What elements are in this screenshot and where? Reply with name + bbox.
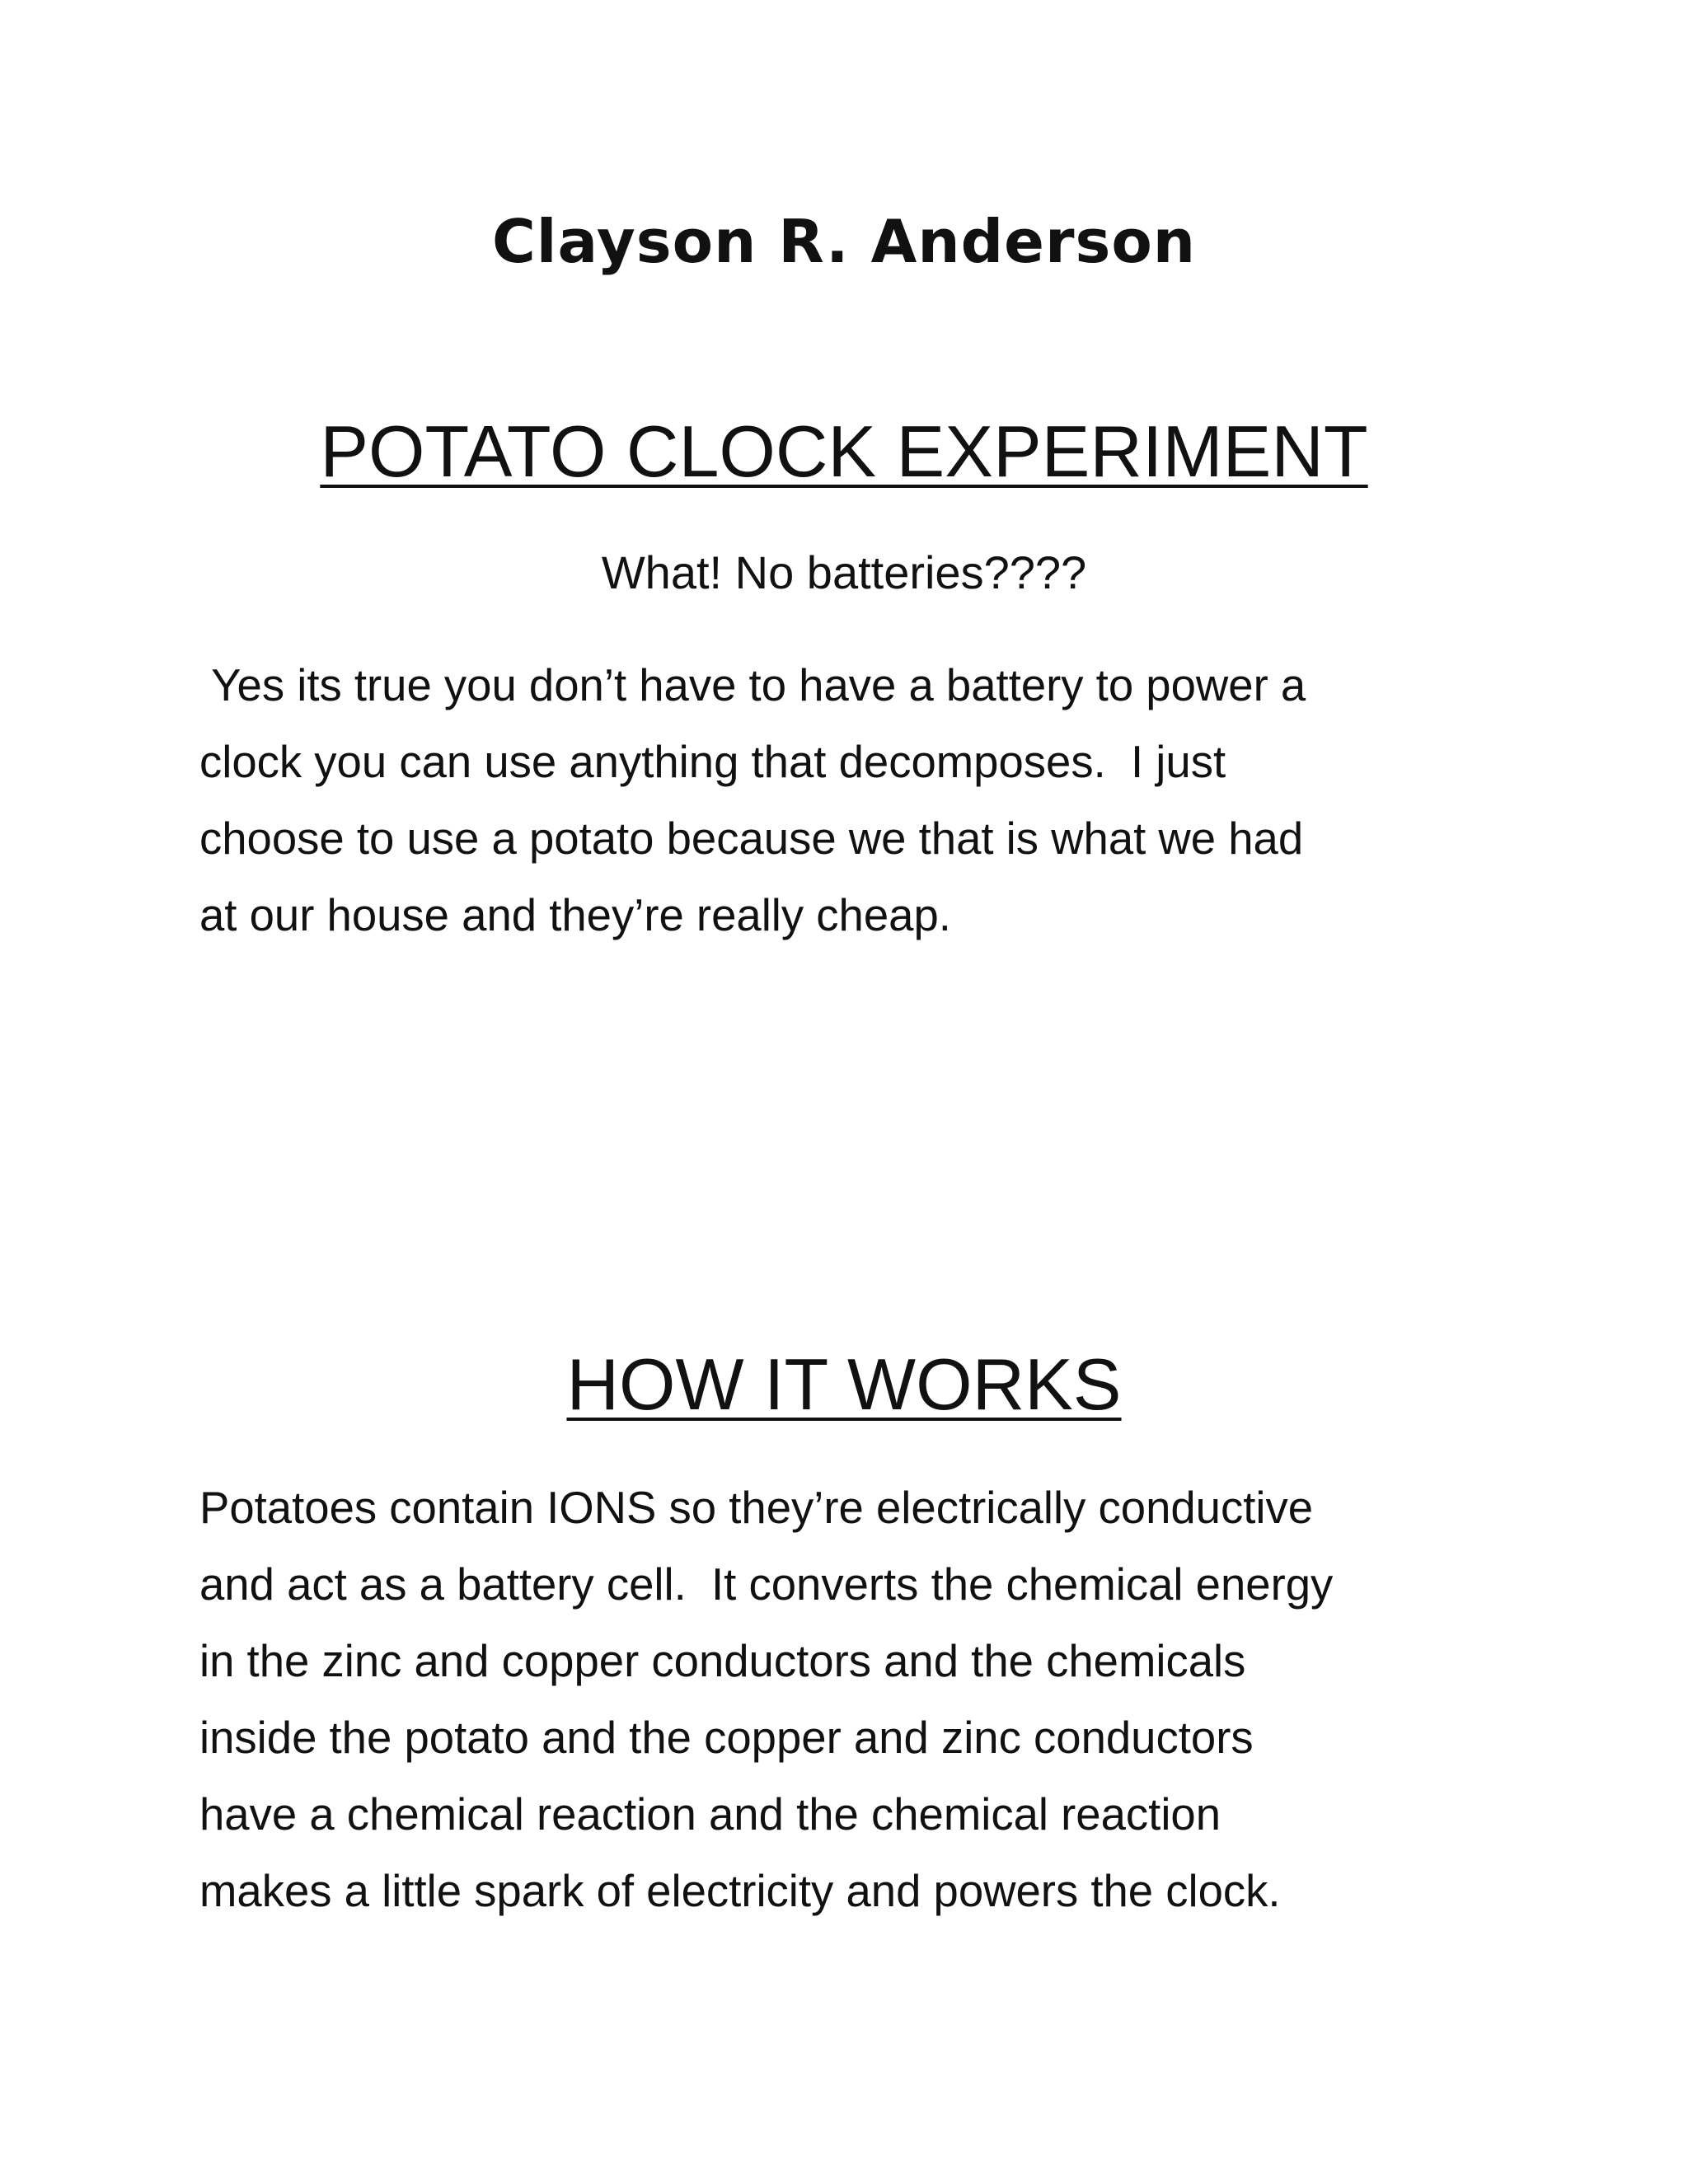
- intro-line: clock you can use anything that decomposes. I just: [199, 737, 1226, 787]
- intro-line: Yes its true you don’t have to have a battery to power a: [199, 660, 1306, 710]
- tagline: What! No batteries????: [601, 546, 1087, 598]
- explanation-line: in the zinc and copper conductors and the chemicals: [199, 1636, 1246, 1686]
- section-title: [0, 1343, 1688, 1426]
- page-title-text: POTATO CLOCK EXPERIMENT: [320, 410, 1368, 492]
- intro-line: at our house and they’re really cheap.: [199, 890, 951, 940]
- page-title: [0, 410, 1688, 493]
- intro-paragraph: [199, 647, 1502, 954]
- explanation-line: inside the potato and the copper and zinc conductors: [199, 1713, 1254, 1763]
- explanation-line: Potatoes contain IONS so they’re electrically conductive: [199, 1483, 1314, 1533]
- section-title-text: HOW IT WORKS: [566, 1343, 1122, 1425]
- explanation-paragraph: [199, 1469, 1502, 1929]
- explanation-line: have a chemical reaction and the chemical reaction: [199, 1789, 1221, 1840]
- author-name: Clayson R. Anderson: [491, 207, 1197, 276]
- intro-line: choose to use a potato because we that is what we had: [199, 813, 1304, 864]
- explanation-line: makes a little spark of electricity and powers the clock.: [199, 1866, 1281, 1916]
- explanation-line: and act as a battery cell. It converts the chemical energy: [199, 1559, 1334, 1610]
